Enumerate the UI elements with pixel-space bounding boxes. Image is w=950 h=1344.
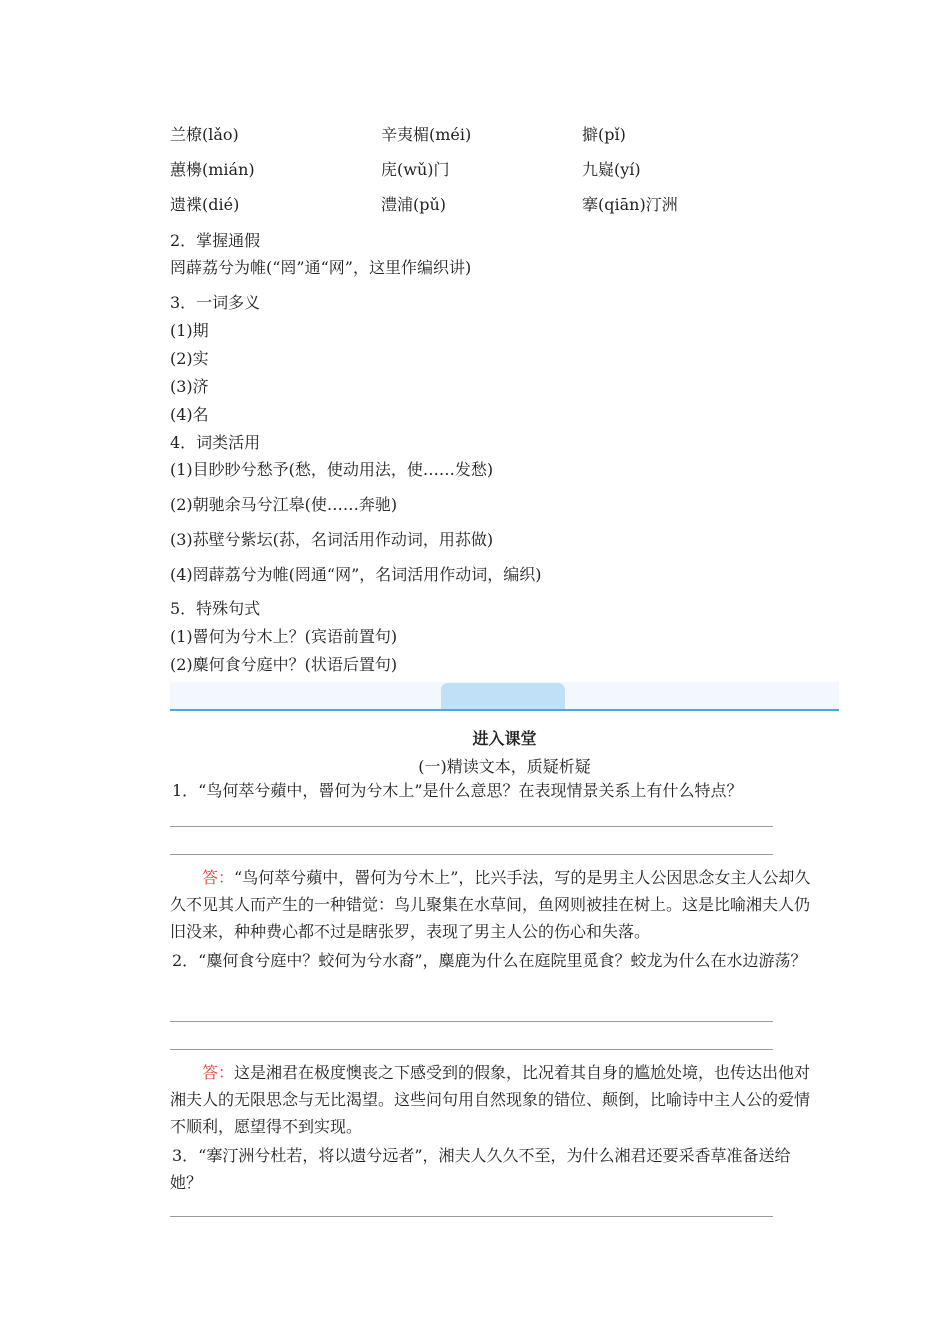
polysemy-item: (1)期 bbox=[170, 321, 209, 340]
word-usage-item: (2)朝驰余马兮江皋(使……奔驰) bbox=[170, 495, 398, 514]
answer-1 bbox=[170, 864, 815, 945]
section-heading-word-usage: 4．词类活用 bbox=[170, 433, 261, 452]
answer-label: 答： bbox=[202, 1063, 235, 1082]
answer-line bbox=[170, 1216, 773, 1217]
answer-line bbox=[170, 1049, 773, 1050]
question-3: 3．“搴汀洲兮杜若，将以遗兮远者”，湘夫人久久不至，为什么湘君还要采香草准备送给她？ bbox=[170, 1146, 791, 1192]
pron-2-2: 庑(wǔ)门 bbox=[381, 160, 450, 179]
answer-2-text: 这是湘君在极度懊丧之下感受到的假象，比况着其自身的尴尬处境，也传达出他对湘夫人的无限思念与无比渴望。这些问句用自然现象的错位、颠倒，比喻诗中主人公的爱情不顺利，愿望得不到实现。 bbox=[170, 1063, 811, 1136]
answer-line bbox=[170, 826, 773, 827]
answer-line bbox=[170, 854, 773, 855]
pron-3-2: 澧浦(pǔ) bbox=[381, 195, 447, 214]
pron-1-3: 擗(pǐ) bbox=[582, 125, 626, 144]
pron-1-2: 辛夷楣(méi) bbox=[381, 125, 472, 144]
question-2: 2．“麋何食兮庭中？蛟何为兮水裔”，麋鹿为什么在庭院里觅食？蛟龙为什么在水边游荡？ bbox=[172, 951, 807, 970]
pron-2-1: 蕙櫋(mián) bbox=[170, 160, 255, 179]
tongjia-line: 罔薜荔兮为帷(“罔”通“网”，这里作编织讲) bbox=[170, 258, 472, 277]
section-banner-line bbox=[170, 709, 839, 711]
pron-1-1: 兰橑(lǎo) bbox=[170, 125, 239, 144]
classroom-subtitle: (一)精读文本，质疑析疑 bbox=[418, 757, 591, 776]
section-banner-tab bbox=[441, 683, 565, 710]
word-usage-item: (1)目眇眇兮愁予(愁，使动用法，使……发愁) bbox=[170, 460, 494, 479]
polysemy-item: (3)济 bbox=[170, 377, 209, 396]
pron-2-3: 九嶷(yí) bbox=[582, 160, 641, 179]
polysemy-item: (4)名 bbox=[170, 405, 209, 424]
word-usage-item: (3)荪壁兮紫坛(荪，名词活用作动词，用荪做) bbox=[170, 530, 494, 549]
classroom-title: 进入课堂 bbox=[472, 729, 537, 748]
pron-3-1: 遗褋(dié) bbox=[170, 195, 240, 214]
pron-3-3: 搴(qiān)汀洲 bbox=[582, 195, 678, 214]
section-heading-tongjia: 2．掌握通假 bbox=[170, 231, 261, 250]
answer-label: 答： bbox=[202, 868, 235, 887]
answer-line bbox=[170, 1021, 773, 1022]
answer-2 bbox=[170, 1059, 815, 1140]
section-heading-syntax: 5．特殊句式 bbox=[170, 599, 261, 618]
question-1: 1．“鸟何萃兮蘋中，罾何为兮木上”是什么意思？在表现情景关系上有什么特点？ bbox=[172, 781, 743, 800]
word-usage-item: (4)罔薜荔兮为帷(罔通“网”，名词活用作动词，编织) bbox=[170, 565, 542, 584]
section-heading-polysemy: 3．一词多义 bbox=[170, 293, 261, 312]
syntax-item: (2)麋何食兮庭中？(状语后置句) bbox=[170, 655, 398, 674]
answer-1-text: “鸟何萃兮蘋中，罾何为兮木上”，比兴手法，写的是男主人公因思念女主人公却久久不见其人而产生的一种错觉：鸟儿聚集在水草间，鱼网则被挂在树上。这是比喻湘夫人仍旧没来，种种费心都不过是瞎张罗，表现了男主人公的伤心和失落。 bbox=[170, 868, 811, 941]
polysemy-item: (2)实 bbox=[170, 349, 209, 368]
syntax-item: (1)罾何为兮木上？(宾语前置句) bbox=[170, 627, 398, 646]
